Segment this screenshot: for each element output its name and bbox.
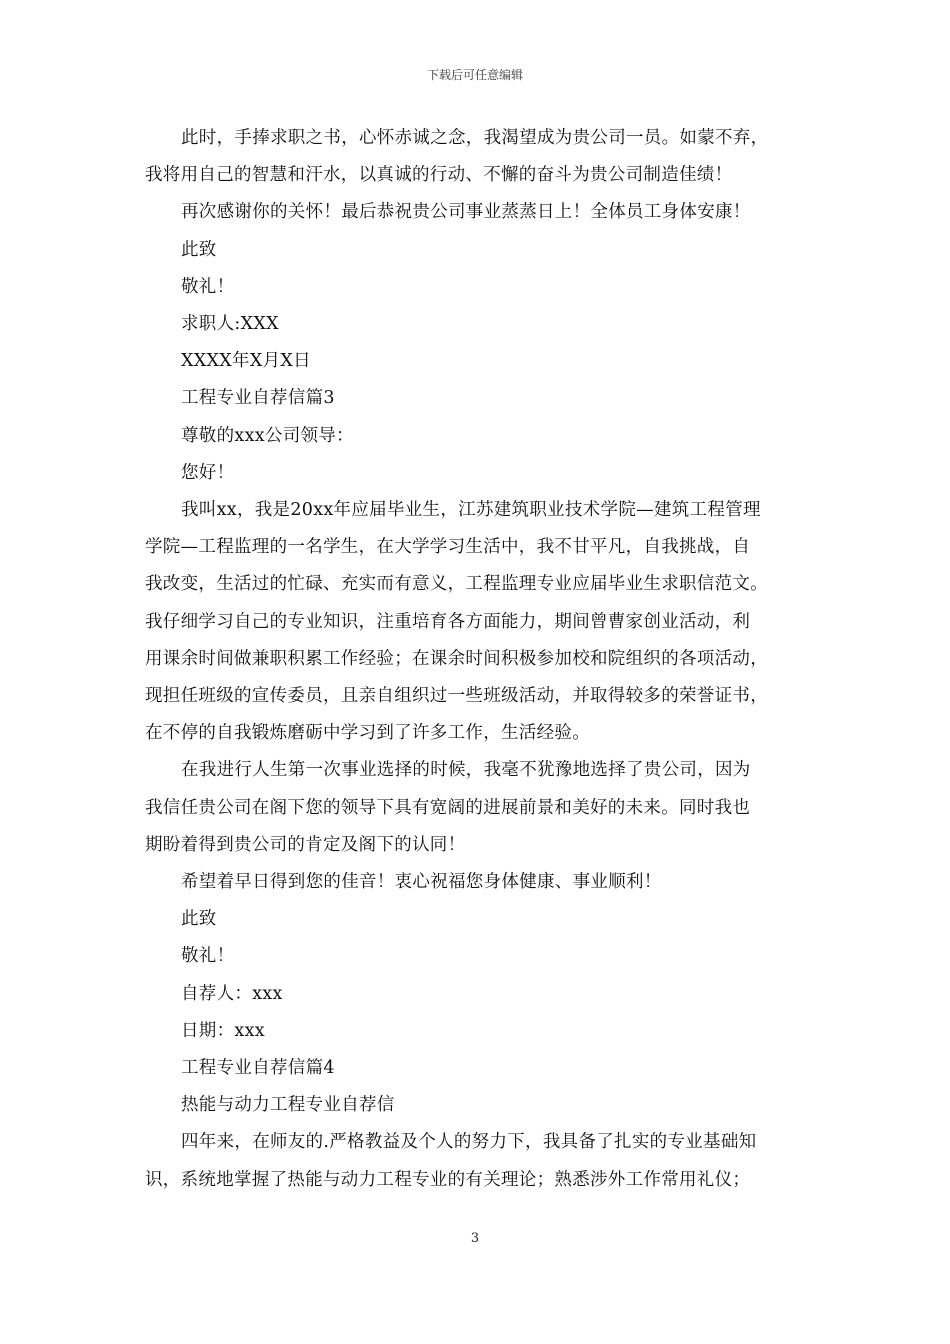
signature-recommender: 自荐人：xxx bbox=[181, 983, 283, 1004]
greeting-hello: 您好！ bbox=[181, 462, 235, 483]
text-line: 在不停的自我锻炼磨砺中学习到了许多工作，生活经验。 bbox=[145, 723, 590, 744]
text-line: 我仔细学习自己的专业知识，注重培育各方面能力，期间曾曹家创业活动，利 bbox=[145, 611, 751, 632]
section-heading-3: 工程专业自荐信篇3 bbox=[181, 388, 335, 409]
letter-title: 热能与动力工程专业自荐信 bbox=[181, 1095, 395, 1116]
text-line: 学院—工程监理的一名学生，在大学学习生活中，我不甘平凡，自我挑战，自 bbox=[145, 537, 751, 558]
page-header: 下载后可任意编辑 bbox=[426, 68, 523, 82]
text-line: 期盼着得到贵公司的肯定及阁下的认同！ bbox=[145, 834, 466, 855]
paragraph-commitment bbox=[145, 120, 825, 194]
text-line: 现担任班级的宣传委员，且亲自组织过一些班级活动，并取得较多的荣誉证书， bbox=[145, 686, 768, 707]
paragraph-choice bbox=[145, 752, 825, 864]
document-body bbox=[145, 120, 825, 1199]
closing-salutation: 此致 bbox=[181, 239, 217, 260]
closing-regards: 敬礼！ bbox=[181, 276, 235, 297]
signature-applicant: 求职人:XXX bbox=[181, 314, 279, 335]
section-heading-4: 工程专业自荐信篇4 bbox=[181, 1058, 335, 1079]
greeting-recipient: 尊敬的xxx公司领导： bbox=[181, 425, 354, 446]
signature-date: 日期：xxx bbox=[181, 1020, 265, 1041]
text-line: 我将用自己的智慧和汗水，以真诚的行动、不懈的奋斗为贵公司制造佳绩！ bbox=[145, 165, 733, 186]
text-line: 用课余时间做兼职积累工作经验；在课余时间积极参加校和院组织的各项活动， bbox=[145, 648, 768, 669]
closing-salutation: 此致 bbox=[181, 909, 217, 930]
text-line: 四年来，在师友的.严格教益及个人的努力下，我具备了扎实的专业基础知 bbox=[181, 1132, 757, 1153]
paragraph-education bbox=[145, 1124, 825, 1198]
text-line: 识，系统地掌握了热能与动力工程专业的有关理论；熟悉涉外工作常用礼仪； bbox=[145, 1169, 751, 1190]
closing-regards: 敬礼！ bbox=[181, 946, 235, 967]
text-line: 我改变，生活过的忙碌、充实而有意义，工程监理专业应届毕业生求职信范文。 bbox=[145, 574, 768, 595]
text-line: 此时，手捧求职之书，心怀赤诚之念，我渴望成为贵公司一员。如蒙不弃， bbox=[181, 128, 769, 148]
paragraph-introduction bbox=[145, 492, 825, 752]
signature-date: XXXX年X月X日 bbox=[181, 351, 311, 372]
text-line: 我叫xx，我是20xx年应届毕业生，江苏建筑职业技术学院—建筑工程管理 bbox=[181, 500, 761, 521]
text-line: 在我进行人生第一次事业选择的时候，我毫不犹豫地选择了贵公司，因为 bbox=[181, 760, 751, 781]
page-number: 3 bbox=[470, 1231, 480, 1246]
paragraph-wishes: 希望着早日得到您的佳音！衷心祝福您身体健康、事业顺利！ bbox=[181, 872, 662, 893]
text-line: 我信任贵公司在阁下您的领导下具有宽阔的进展前景和美好的未来。同时我也 bbox=[145, 797, 751, 818]
paragraph-thanks: 再次感谢你的关怀！最后恭祝贵公司事业蒸蒸日上！全体员工身体安康！ bbox=[181, 202, 751, 223]
